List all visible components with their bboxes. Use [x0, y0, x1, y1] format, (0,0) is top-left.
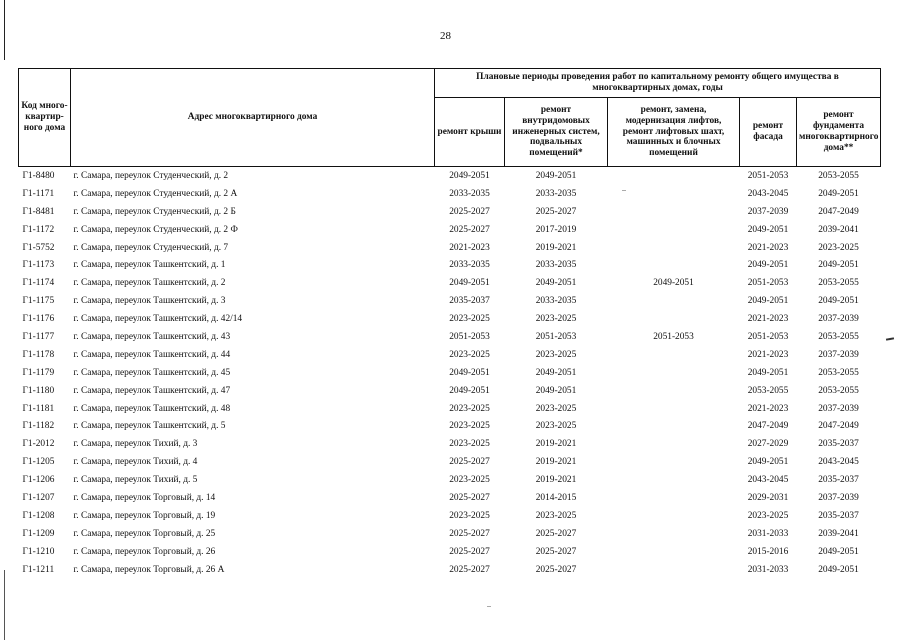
row-engineering-period: 2049-2051 — [535, 385, 577, 396]
row-lift-period — [608, 453, 740, 471]
row-facade-period: 2049-2051 — [747, 367, 789, 378]
row-engineering-period: 2023-2025 — [535, 314, 577, 325]
row-engineering-period: 2033-2035 — [535, 296, 577, 307]
header-lifts: ремонт, замена, модернизация лифтов, ремонт лифтовых шахт, машинных и блочных помещений — [608, 98, 740, 167]
row-address: г. Самара, переулок Тихий, д. 4 — [73, 457, 198, 468]
row-lift-period — [608, 507, 740, 525]
row-code: Г1-1179 — [22, 367, 55, 378]
row-lift-period — [608, 489, 740, 507]
row-roof-period: 2025-2027 — [449, 546, 490, 557]
row-foundation-period: 2043-2045 — [818, 457, 859, 468]
row-facade-period: 2051-2053 — [747, 170, 789, 181]
row-lift-period — [608, 561, 740, 579]
row-foundation-period: 2049-2051 — [818, 546, 859, 557]
row-code: Г1-1211 — [22, 564, 55, 575]
row-address: г. Самара, переулок Торговый, д. 26 А — [73, 564, 225, 575]
table-row — [19, 310, 881, 328]
header-periods-group: Плановые периоды проведения работ по капитальному ремонту общего имущества в многоквартирных домах, годы — [435, 69, 881, 98]
row-lift-period — [608, 239, 740, 257]
row-roof-period: 2025-2027 — [449, 224, 490, 235]
row-engineering-period: 2019-2021 — [535, 439, 577, 450]
row-facade-period: 2031-2033 — [747, 528, 789, 539]
row-facade-period: 2027-2029 — [747, 439, 789, 450]
row-engineering-period: 2025-2027 — [535, 206, 577, 217]
table-row — [19, 203, 881, 221]
row-engineering-period: 2025-2027 — [535, 528, 577, 539]
table-row — [19, 239, 881, 257]
row-facade-period: 2029-2031 — [747, 492, 789, 503]
row-facade-period: 2021-2023 — [747, 314, 789, 325]
row-lift-period — [608, 346, 740, 364]
table-row — [19, 543, 881, 561]
row-engineering-period: 2014-2015 — [535, 492, 577, 503]
row-facade-period: 2049-2051 — [747, 224, 789, 235]
row-code: Г1-1172 — [22, 224, 55, 235]
row-code: Г1-1174 — [22, 278, 55, 289]
row-address: г. Самара, переулок Торговый, д. 14 — [73, 492, 216, 503]
row-engineering-period: 2033-2035 — [535, 260, 577, 271]
row-code: Г1-5752 — [22, 242, 55, 253]
table-row — [19, 489, 881, 507]
row-lift-period — [608, 292, 740, 310]
row-facade-period: 2043-2045 — [747, 188, 789, 199]
row-facade-period: 2021-2023 — [747, 349, 789, 360]
row-roof-period: 2051-2053 — [449, 331, 490, 342]
row-foundation-period: 2037-2039 — [818, 403, 859, 414]
row-address: г. Самара, переулок Студенческий, д. 2 А — [73, 188, 238, 199]
row-engineering-period: 2019-2021 — [535, 242, 577, 253]
row-code: Г1-1207 — [22, 492, 55, 503]
row-code: Г1-1181 — [22, 403, 55, 414]
row-lift-period — [608, 185, 740, 203]
row-roof-period: 2023-2025 — [449, 510, 490, 521]
row-engineering-period: 2033-2035 — [535, 188, 577, 199]
row-roof-period: 2033-2035 — [449, 260, 490, 271]
row-engineering-period: 2019-2021 — [535, 475, 577, 486]
page-edge-line-lower — [4, 570, 5, 640]
header-roof: ремонт крыши — [435, 98, 505, 167]
row-facade-period: 2051-2053 — [747, 278, 789, 289]
row-code: Г1-1182 — [22, 421, 55, 432]
table-row — [19, 435, 881, 453]
row-engineering-period: 2049-2051 — [535, 278, 577, 289]
row-roof-period: 2033-2035 — [449, 188, 490, 199]
row-roof-period: 2023-2025 — [449, 475, 490, 486]
row-foundation-period: 2023-2025 — [818, 242, 859, 253]
row-lift-period — [608, 525, 740, 543]
row-engineering-period: 2051-2053 — [535, 331, 577, 342]
table-row — [19, 167, 881, 185]
row-engineering-period: 2049-2051 — [535, 170, 577, 181]
row-roof-period: 2023-2025 — [449, 314, 490, 325]
row-foundation-period: 2047-2049 — [818, 421, 859, 432]
table-row — [19, 274, 881, 292]
row-code: Г1-1208 — [22, 510, 55, 521]
row-foundation-period: 2049-2051 — [818, 296, 859, 307]
row-code: Г1-8481 — [22, 206, 55, 217]
scan-speck — [487, 606, 491, 607]
row-foundation-period: 2053-2055 — [818, 331, 859, 342]
table-row — [19, 221, 881, 239]
row-lift-period — [608, 471, 740, 489]
row-facade-period: 2053-2055 — [747, 385, 789, 396]
row-code: Г1-1210 — [22, 546, 55, 557]
row-facade-period: 2031-2033 — [747, 564, 789, 575]
row-address: г. Самара, переулок Студенческий, д. 2 — [73, 170, 229, 181]
table-row — [19, 525, 881, 543]
table-row — [19, 400, 881, 418]
row-engineering-period: 2025-2027 — [535, 564, 577, 575]
table-row — [19, 561, 881, 579]
row-roof-period: 2049-2051 — [449, 278, 490, 289]
row-facade-period: 2015-2016 — [747, 546, 789, 557]
row-engineering-period: 2019-2021 — [535, 457, 577, 468]
row-foundation-period: 2047-2049 — [818, 206, 859, 217]
row-code: Г1-1177 — [22, 331, 55, 342]
row-lift-period — [608, 310, 740, 328]
row-roof-period: 2025-2027 — [449, 564, 490, 575]
row-code: Г1-1180 — [22, 385, 55, 396]
table-row — [19, 382, 881, 400]
table-row — [19, 185, 881, 203]
row-code: Г1-1175 — [22, 296, 55, 307]
row-address: г. Самара, переулок Ташкентский, д. 48 — [73, 403, 231, 414]
row-foundation-period: 2035-2037 — [818, 439, 859, 450]
row-address: г. Самара, переулок Ташкентский, д. 3 — [73, 296, 226, 307]
row-lift-period — [608, 400, 740, 418]
header-foundation: ремонт фундамента многоквартирного дома** — [797, 98, 881, 167]
header-facade: ремонт фасада — [740, 98, 797, 167]
row-address: г. Самара, переулок Ташкентский, д. 2 — [73, 278, 226, 289]
row-address: г. Самара, переулок Ташкентский, д. 44 — [73, 349, 231, 360]
row-foundation-period: 2039-2041 — [818, 528, 859, 539]
margin-mark — [886, 337, 894, 340]
row-roof-period: 2025-2027 — [449, 528, 490, 539]
row-foundation-period: 2053-2055 — [818, 278, 859, 289]
row-address: г. Самара, переулок Тихий, д. 3 — [73, 439, 198, 450]
row-facade-period: 2023-2025 — [747, 510, 789, 521]
row-roof-period: 2049-2051 — [449, 367, 490, 378]
row-facade-period: 2047-2049 — [747, 421, 789, 432]
row-address: г. Самара, переулок Студенческий, д. 2 Б — [73, 206, 236, 217]
row-address: г. Самара, переулок Студенческий, д. 7 — [73, 242, 229, 253]
row-lift-period — [608, 435, 740, 453]
row-address: г. Самара, переулок Тихий, д. 5 — [73, 475, 198, 486]
table-row — [19, 417, 881, 435]
row-roof-period: 2023-2025 — [449, 439, 490, 450]
row-code: Г1-1173 — [22, 260, 55, 271]
row-foundation-period: 2049-2051 — [818, 188, 859, 199]
table-row — [19, 328, 881, 346]
page-number: 28 — [440, 30, 451, 42]
row-address: г. Самара, переулок Торговый, д. 19 — [73, 510, 216, 521]
row-address: г. Самара, переулок Ташкентский, д. 47 — [73, 385, 231, 396]
row-code: Г1-8480 — [22, 170, 55, 181]
row-roof-period: 2049-2051 — [449, 170, 490, 181]
row-code: Г1-1205 — [22, 457, 55, 468]
row-foundation-period: 2039-2041 — [818, 224, 859, 235]
row-code: Г1-2012 — [22, 439, 55, 450]
row-address: г. Самара, переулок Ташкентский, д. 1 — [73, 260, 226, 271]
table-row — [19, 256, 881, 274]
row-facade-period: 2021-2023 — [747, 403, 789, 414]
row-facade-period: 2049-2051 — [747, 457, 789, 468]
repair-schedule-table — [18, 68, 881, 578]
row-lift-period — [608, 543, 740, 561]
row-roof-period: 2021-2023 — [449, 242, 490, 253]
row-roof-period: 2025-2027 — [449, 457, 490, 468]
row-facade-period: 2037-2039 — [747, 206, 789, 217]
row-address: г. Самара, переулок Торговый, д. 25 — [73, 528, 216, 539]
row-code: Г1-1171 — [22, 188, 55, 199]
row-engineering-period: 2023-2025 — [535, 349, 577, 360]
row-roof-period: 2023-2025 — [449, 349, 490, 360]
header-engineering: ремонт внутридомовых инженерных систем, подвальных помещений* — [505, 98, 608, 167]
scan-speck — [622, 190, 626, 191]
table-header — [19, 69, 881, 167]
row-roof-period: 2049-2051 — [449, 385, 490, 396]
row-address: г. Самара, переулок Ташкентский, д. 42/14 — [73, 314, 243, 325]
table-row — [19, 346, 881, 364]
row-engineering-period: 2017-2019 — [535, 224, 577, 235]
row-foundation-period: 2037-2039 — [818, 314, 859, 325]
row-address: г. Самара, переулок Студенческий, д. 2 Ф — [73, 224, 238, 235]
table-row — [19, 507, 881, 525]
row-lift-period — [608, 382, 740, 400]
row-facade-period: 2049-2051 — [747, 296, 789, 307]
row-code: Г1-1206 — [22, 475, 55, 486]
row-roof-period: 2025-2027 — [449, 492, 490, 503]
row-foundation-period: 2037-2039 — [818, 349, 859, 360]
row-facade-period: 2043-2045 — [747, 475, 789, 486]
row-lift-period — [608, 203, 740, 221]
row-lift-period — [608, 167, 740, 185]
row-lift-period — [608, 256, 740, 274]
row-code: Г1-1209 — [22, 528, 55, 539]
row-roof-period: 2025-2027 — [449, 206, 490, 217]
row-foundation-period: 2035-2037 — [818, 475, 859, 486]
row-address: г. Самара, переулок Торговый, д. 26 — [73, 546, 216, 557]
row-lift-period: 2051-2053 — [653, 331, 694, 342]
row-foundation-period: 2049-2051 — [818, 564, 859, 575]
header-address: Адрес многоквартирного дома — [71, 69, 435, 167]
row-lift-period: 2049-2051 — [653, 278, 694, 289]
row-roof-period: 2023-2025 — [449, 421, 490, 432]
table-row — [19, 364, 881, 382]
row-foundation-period: 2053-2055 — [818, 385, 859, 396]
row-facade-period: 2049-2051 — [747, 260, 789, 271]
row-foundation-period: 2035-2037 — [818, 510, 859, 521]
table-row — [19, 292, 881, 310]
row-engineering-period: 2049-2051 — [535, 367, 577, 378]
row-engineering-period: 2023-2025 — [535, 421, 577, 432]
row-facade-period: 2051-2053 — [747, 331, 789, 342]
row-engineering-period: 2023-2025 — [535, 510, 577, 521]
row-engineering-period: 2025-2027 — [535, 546, 577, 557]
row-address: г. Самара, переулок Ташкентский, д. 43 — [73, 331, 231, 342]
row-code: Г1-1178 — [22, 349, 55, 360]
table-row — [19, 471, 881, 489]
row-roof-period: 2035-2037 — [449, 296, 490, 307]
row-foundation-period: 2053-2055 — [818, 170, 859, 181]
row-address: г. Самара, переулок Ташкентский, д. 45 — [73, 367, 231, 378]
row-lift-period — [608, 221, 740, 239]
row-roof-period: 2023-2025 — [449, 403, 490, 414]
page-edge-line — [4, 0, 5, 60]
table-row — [19, 453, 881, 471]
header-code: Код много-квартир-ного дома — [19, 69, 71, 167]
row-lift-period — [608, 364, 740, 382]
row-foundation-period: 2037-2039 — [818, 492, 859, 503]
row-foundation-period: 2049-2051 — [818, 260, 859, 271]
table-body — [19, 167, 881, 579]
row-code: Г1-1176 — [22, 314, 55, 325]
row-lift-period — [608, 417, 740, 435]
row-facade-period: 2021-2023 — [747, 242, 789, 253]
row-foundation-period: 2053-2055 — [818, 367, 859, 378]
row-engineering-period: 2023-2025 — [535, 403, 577, 414]
row-address: г. Самара, переулок Ташкентский, д. 5 — [73, 421, 226, 432]
